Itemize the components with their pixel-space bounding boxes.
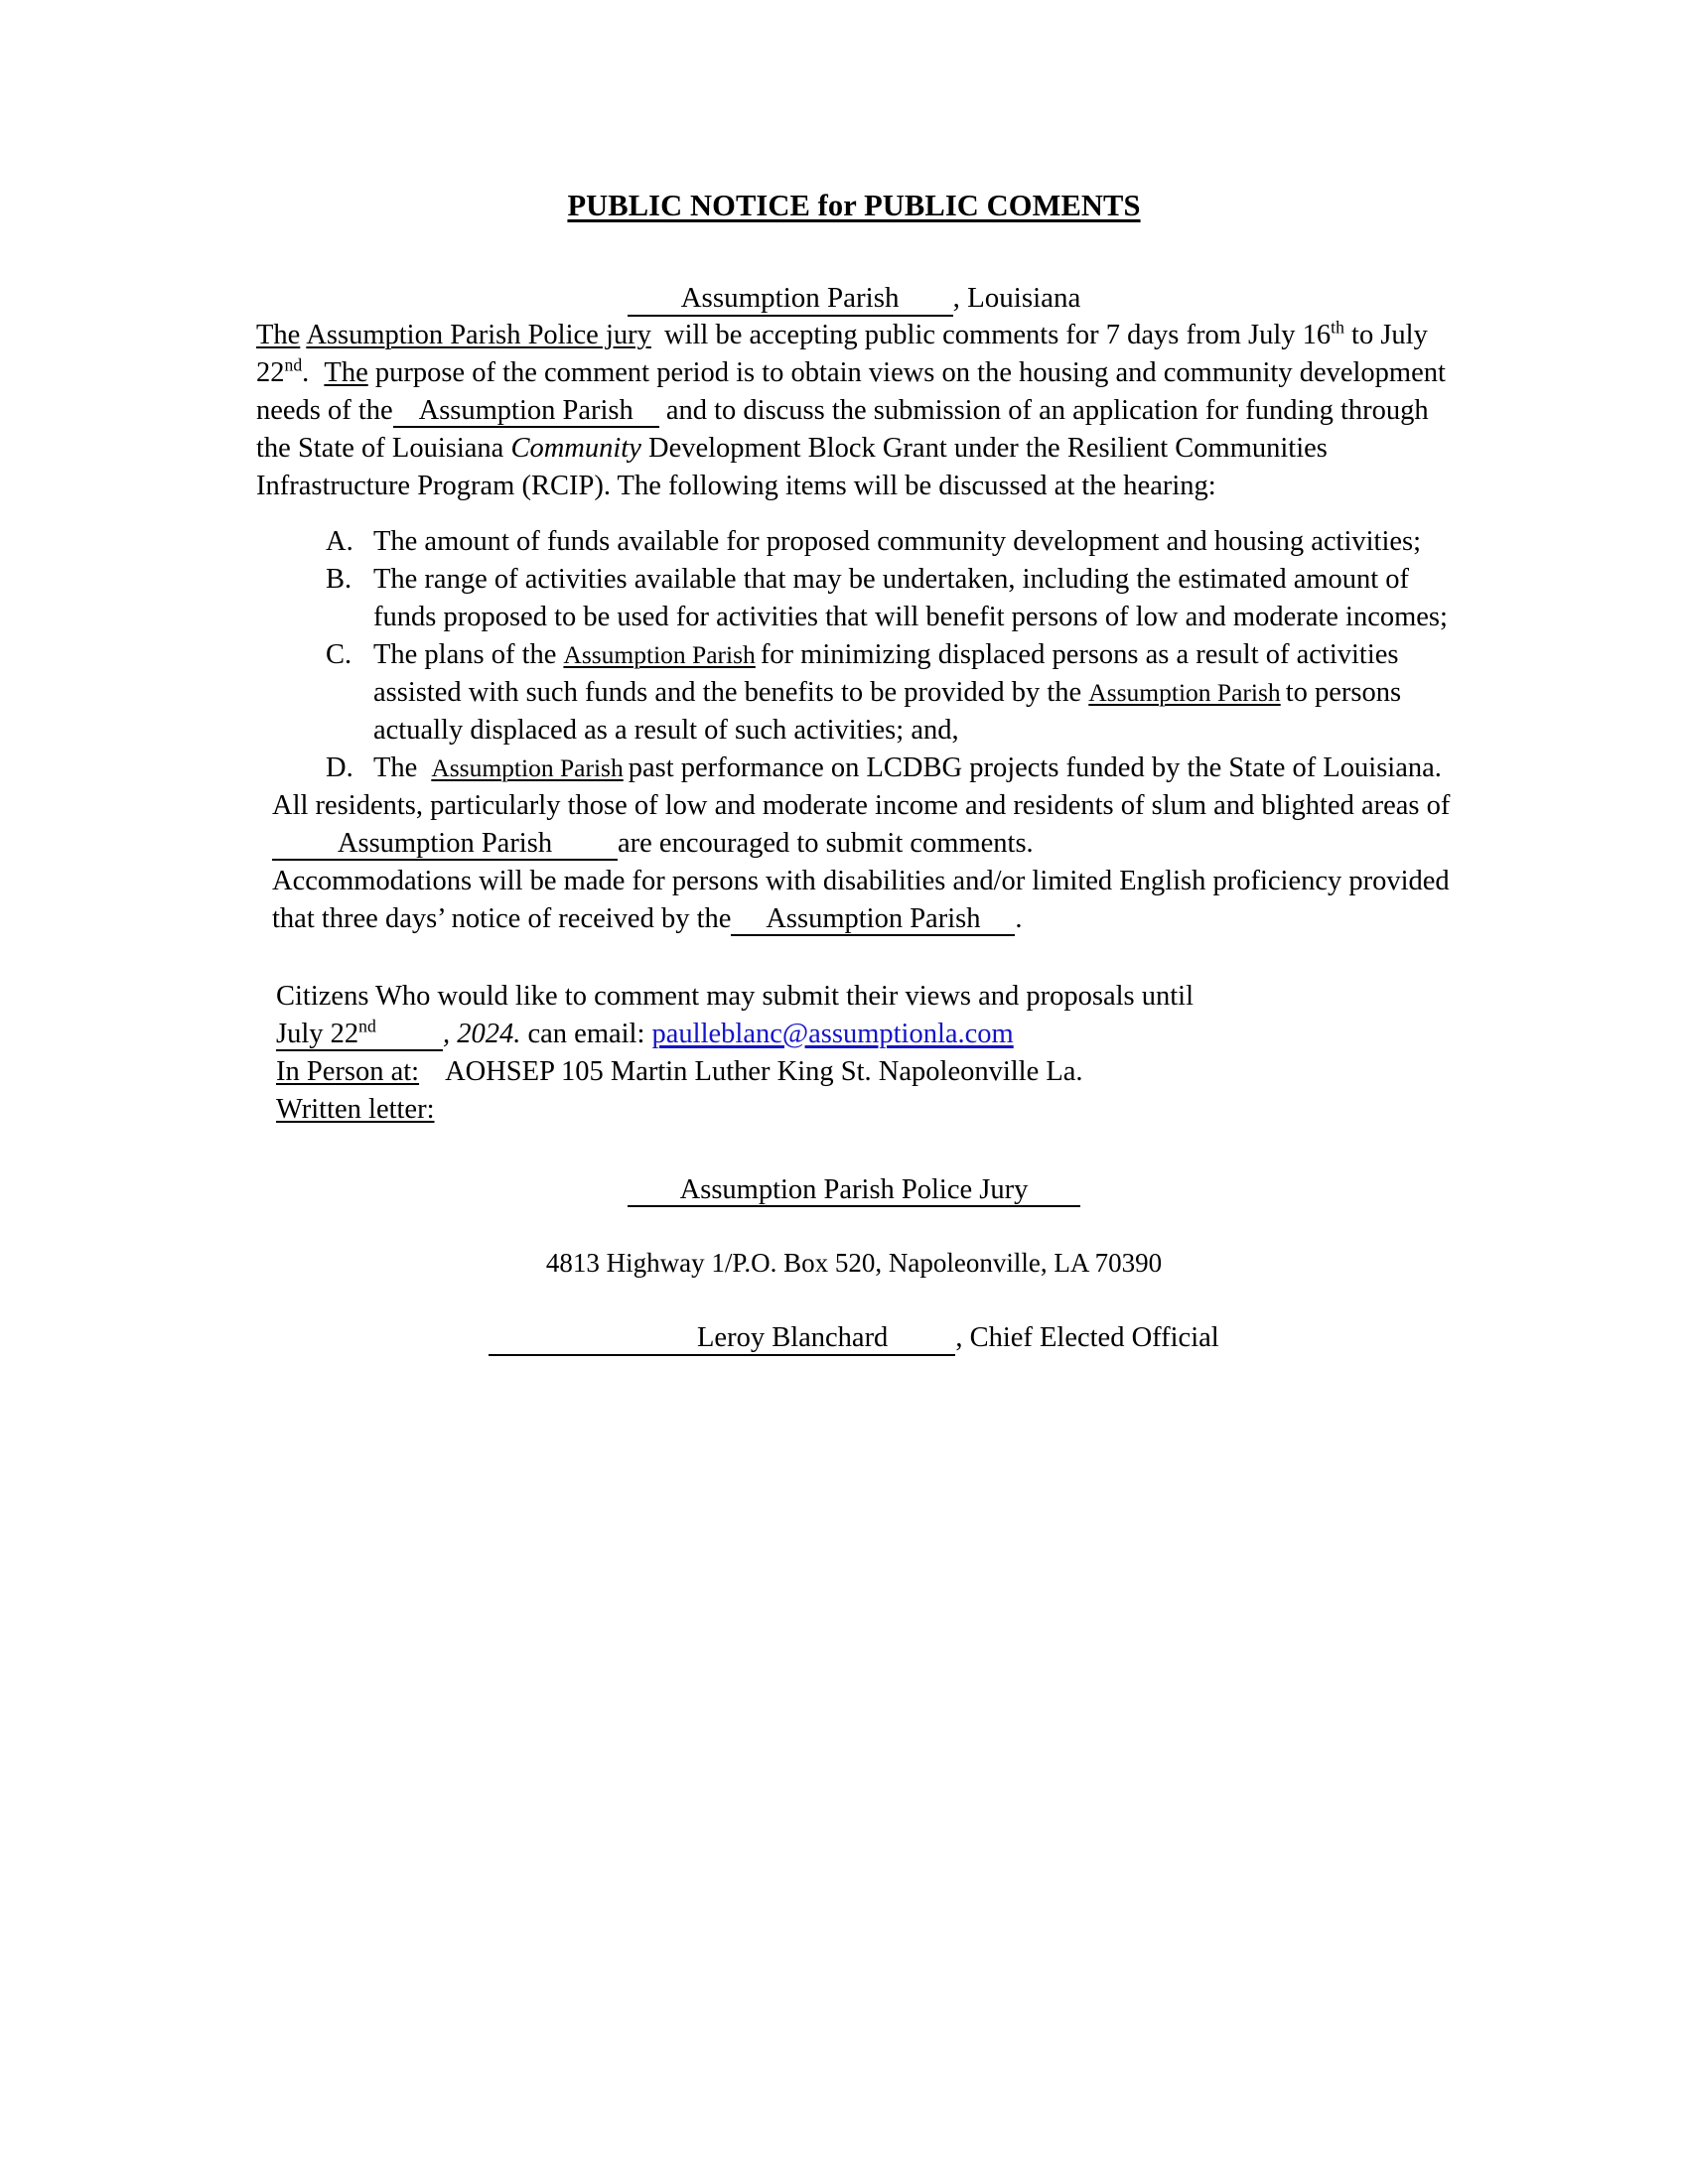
intro-superscript-th: th: [1331, 317, 1344, 338]
residents-tail: are encouraged to submit comments.: [618, 827, 1034, 859]
accommodations-paragraph: [256, 863, 1452, 938]
citizens-lead-line: [276, 978, 1452, 1016]
in-person-line: [276, 1053, 1452, 1091]
list-item: [326, 750, 1452, 787]
written-letter-line: [276, 1091, 1452, 1129]
page-title: [256, 189, 1452, 223]
agency-blank: Assumption Parish Police jury: [306, 319, 651, 350]
accommodations-tail: .: [1015, 902, 1023, 934]
list-item-marker: B.: [326, 563, 352, 595]
official-line: [256, 1320, 1452, 1356]
parish-blank-item-c2: Assumption Parish: [1088, 677, 1281, 707]
list-item-marker: C.: [326, 638, 352, 670]
citizens-lead: Citizens Who would like to comment may submit their views and proposals until: [276, 980, 1195, 1012]
list-item-suffix: past performance on LCDBG projects funded by the State of Louisiana.: [628, 751, 1442, 783]
parish-blank-item-c1: Assumption Parish: [563, 639, 756, 669]
intro-after-agency: will be accepting public comments for 7 days from July 16: [656, 319, 1332, 350]
deadline-date: July 22: [276, 1018, 359, 1049]
residents-parish-blank: Assumption Parish: [272, 828, 618, 861]
list-item-suffix: to persons actually displaced as a result of such activities; and,: [373, 676, 1402, 746]
intro-after-the2: purpose of the comment period is to obtain views on the housing and community development needs of the: [256, 356, 1446, 426]
address-text: 4813 Highway 1/P.O. Box 520, Napoleonville, LA 70390: [545, 1248, 1163, 1279]
list-item-marker: D.: [326, 751, 353, 783]
jurisdiction-line: [256, 281, 1452, 316]
intro-the2: The: [324, 356, 368, 388]
intro-mid: to July 22: [256, 319, 1428, 388]
intro-after-parish: and to discuss the submission of an application for funding through the State of Louisiana: [256, 394, 1429, 464]
list-item-prefix: The plans of the: [373, 638, 557, 670]
parish-blank-item-d: Assumption Parish: [431, 752, 624, 782]
document-body: [256, 189, 1452, 1356]
deadline-date-blank: [276, 1016, 443, 1051]
list-item-marker: A.: [326, 525, 353, 557]
signature-organization-blank: Assumption Parish Police Jury: [628, 1174, 1080, 1208]
citizens-deadline-line: [276, 1016, 1452, 1053]
intro-period: .: [302, 356, 317, 388]
intro-the: The: [256, 319, 301, 350]
list-item: [326, 636, 1452, 750]
citizens-block: [256, 978, 1452, 1129]
official-title: , Chief Elected Official: [955, 1322, 1219, 1354]
address-line: [256, 1247, 1452, 1281]
list-item: [326, 523, 1452, 561]
deadline-superscript-nd: nd: [358, 1016, 376, 1036]
list-item-text: The range of activities available that may be undertaken, including the estimated amount of funds proposed to be used for activities that will benefit persons of low and moderate incomes;: [373, 563, 1448, 632]
jurisdiction-blank: Assumption Parish: [628, 282, 953, 316]
accommodations-lead: Accommodations will be made for persons with disabilities and/or limited English proficiency provided that three days’ notice of received by the: [272, 865, 1450, 934]
state-suffix: , Louisiana: [952, 282, 1081, 315]
residents-lead: All residents, particularly those of low and moderate income and residents of slum and blighted areas of: [272, 789, 1451, 821]
citizens-year: , 2024.: [443, 1018, 521, 1049]
discussion-items-list: [256, 523, 1452, 787]
citizens-email-lead: can email:: [520, 1018, 652, 1049]
written-letter-label: Written letter:: [276, 1093, 435, 1125]
signature-block: [256, 1172, 1452, 1208]
program-italic: Community: [510, 432, 641, 464]
intro-paragraph: [256, 317, 1452, 505]
parish-blank-intro: Assumption Parish: [393, 395, 659, 428]
list-item: [326, 561, 1452, 636]
list-item-middle: for minimizing displaced persons as a result of activities assisted with such funds and the benefits to be provided by the: [373, 638, 1399, 708]
residents-paragraph: [256, 787, 1452, 863]
in-person-value: AOHSEP 105 Martin Luther King St. Napoleonville La.: [445, 1055, 1083, 1087]
accommodations-parish-blank: Assumption Parish: [731, 903, 1015, 936]
official-name-blank: Leroy Blanchard: [489, 1322, 955, 1356]
intro-superscript-nd: nd: [284, 354, 303, 375]
page-title-text: PUBLIC NOTICE for PUBLIC COMENTS: [567, 189, 1141, 222]
email-link[interactable]: paulleblanc@assumptionla.com: [651, 1018, 1014, 1049]
list-item-prefix: The: [373, 751, 418, 783]
in-person-label: In Person at:: [276, 1055, 420, 1087]
list-item-text: The amount of funds available for proposed community development and housing activities;: [373, 525, 1422, 557]
program-rest: Development Block Grant under the Resilient Communities Infrastructure Program (RCIP). The following items will be discussed at the hearing:: [256, 432, 1328, 501]
